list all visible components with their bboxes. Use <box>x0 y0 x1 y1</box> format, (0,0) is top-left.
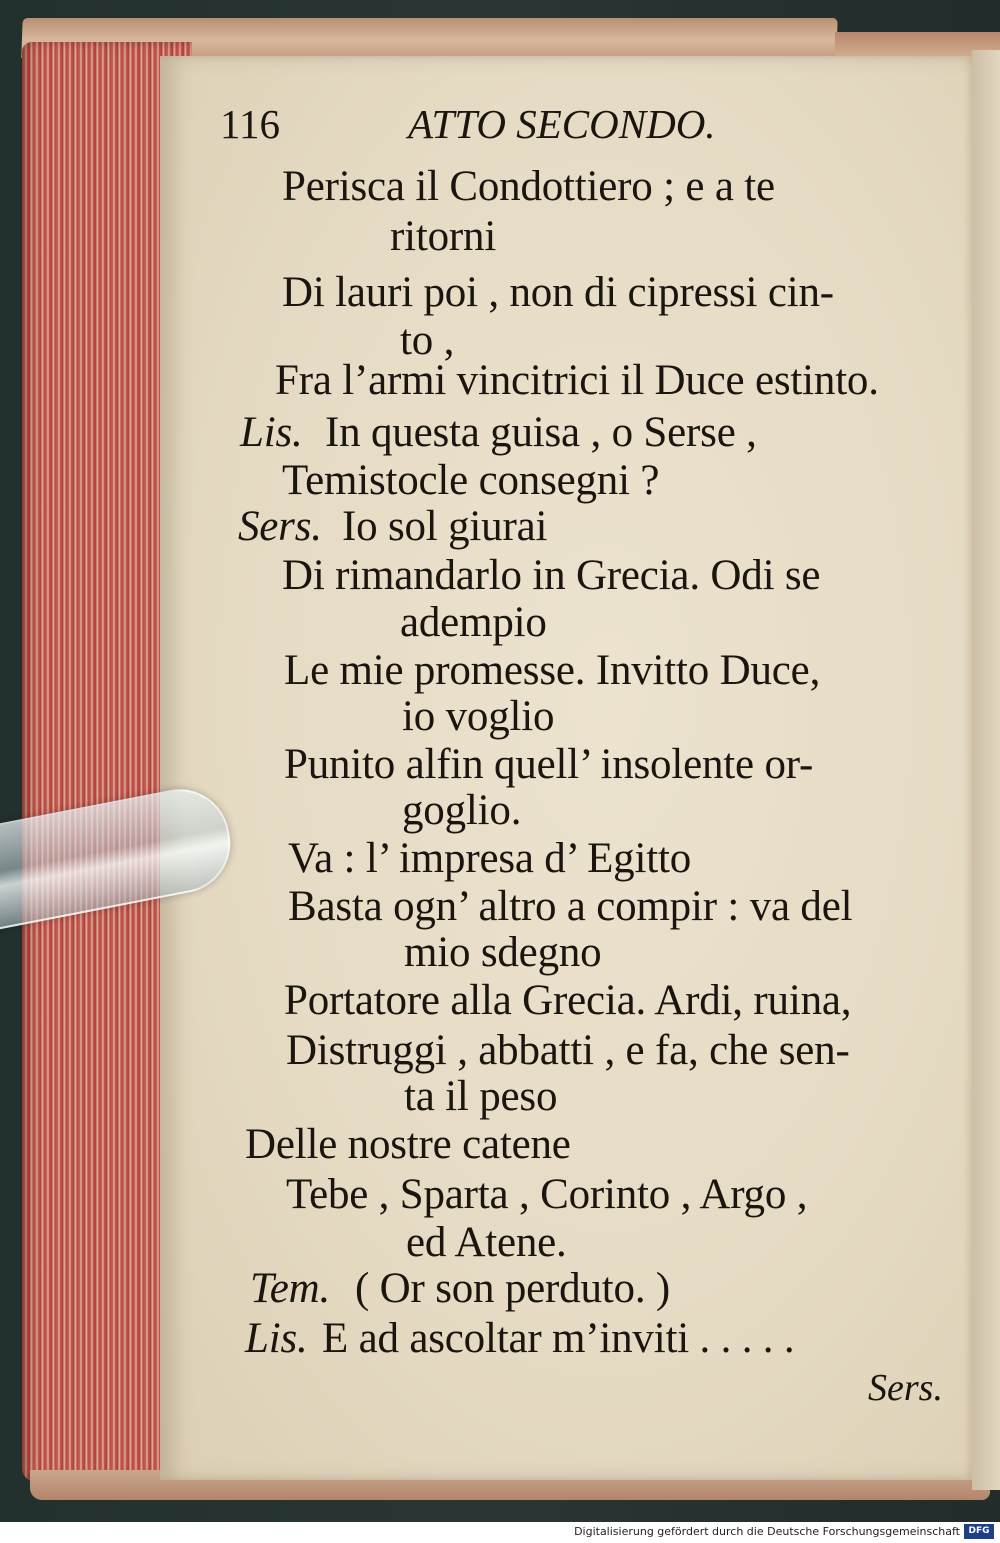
speaker-label: Tem. <box>250 1265 331 1312</box>
text-line: Di lauri poi , non di cipressi cin- <box>282 269 834 316</box>
text-line: ritorni <box>390 213 497 260</box>
text-line: adempio <box>400 599 547 646</box>
text-line: Tebe , Sparta , Corinto , Argo , <box>286 1171 808 1218</box>
speaker-label: Lis. <box>245 1315 308 1362</box>
text-line: goglio. <box>402 787 522 834</box>
text-line: Di rimandarlo in Grecia. Odi se <box>282 552 821 599</box>
text-line: Portatore alla Grecia. Ardi, ruina, <box>284 977 852 1024</box>
text-line: ed Atene. <box>406 1219 567 1266</box>
text-line: Va : l’ impresa d’ Egitto <box>288 835 691 882</box>
text-line: ( Or son perduto. ) <box>355 1265 671 1312</box>
text-line: Delle nostre catene <box>245 1121 571 1168</box>
text-line: Io sol giurai <box>342 503 548 550</box>
dfg-logo: DFG <box>964 1524 994 1539</box>
text-line: Perisca il Condottiero ; e a te <box>282 163 775 210</box>
text-line: io voglio <box>402 693 555 740</box>
page-number: 116 <box>220 101 280 147</box>
text-line: to , <box>400 317 455 364</box>
text-line: Basta ogn’ altro a compir : va del <box>288 883 853 930</box>
text-line: In questa guisa , o Serse , <box>325 409 757 456</box>
text-line: ta il peso <box>404 1073 558 1120</box>
speaker-label: Lis. <box>240 409 303 456</box>
facing-page-edge <box>972 50 1000 1490</box>
text-line: Temistocle consegni ? <box>282 457 660 504</box>
text-line: mio sdegno <box>404 929 602 976</box>
running-title: ATTO SECONDO. <box>408 101 716 147</box>
text-line: E ad ascoltar m’inviti . . . . . <box>322 1315 795 1362</box>
speaker-label: Sers. <box>238 503 322 550</box>
text-line: Punito alfin quell’ insolente or- <box>284 741 814 788</box>
text-line: Fra l’armi vincitrici il Duce estinto. <box>275 357 879 404</box>
text-line: Distruggi , abbatti , e fa, che sen- <box>286 1027 850 1074</box>
catchword: Sers. <box>868 1367 943 1409</box>
footer-credit: Digitalisierung gefördert durch die Deutsche Forschungsgemeinschaft <box>574 1525 960 1538</box>
text-line: Le mie promesse. Invitto Duce, <box>284 647 821 694</box>
